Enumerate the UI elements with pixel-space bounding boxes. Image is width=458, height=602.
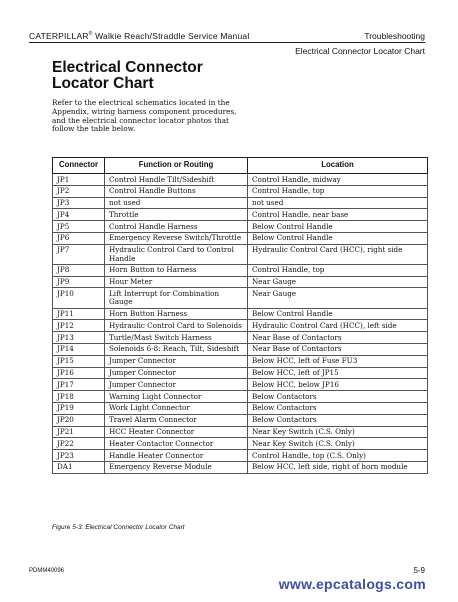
- table-row: [53, 288, 428, 308]
- cell-location: Near Base of Contactors: [248, 343, 428, 355]
- cell-location: Control Handle, top (C.S. Only): [248, 450, 428, 462]
- cell-connector: JP10: [53, 288, 105, 308]
- cell-location: Below Control Handle: [248, 221, 428, 233]
- cell-location: Hydraulic Control Card (HCC), right side: [248, 244, 428, 264]
- cell-connector: JP18: [53, 391, 105, 403]
- cell-connector: JP13: [53, 332, 105, 344]
- cell-connector: JP3: [53, 197, 105, 209]
- table-row: [53, 426, 428, 438]
- table-row: [53, 402, 428, 414]
- cell-location: Below HCC, left of Fuse FU3: [248, 355, 428, 367]
- cell-function: not used: [105, 197, 248, 209]
- table-row: [53, 264, 428, 276]
- cell-function: Horn Button to Harness: [105, 264, 248, 276]
- table-body: [53, 174, 428, 474]
- table-row: [53, 221, 428, 233]
- cell-function: Lift Interrupt for Combination Gauge: [105, 288, 248, 308]
- table-row: [53, 276, 428, 288]
- table-row: [53, 438, 428, 450]
- table-row: [53, 244, 428, 264]
- cell-function: Jumper Connector: [105, 355, 248, 367]
- table-row: [53, 320, 428, 332]
- cell-connector: JP16: [53, 367, 105, 379]
- cell-function: Hydraulic Control Card to Control Handle: [105, 244, 248, 264]
- manual-header: [29, 31, 249, 41]
- cell-function: Turtle/Mast Switch Harness: [105, 332, 248, 344]
- cell-location: Below Control Handle: [248, 232, 428, 244]
- cell-location: Below Control Handle: [248, 308, 428, 320]
- table-row: [53, 174, 428, 186]
- cell-function: Handle Heater Connector: [105, 450, 248, 462]
- cell-location: Near Key Switch (C.S. Only): [248, 438, 428, 450]
- cell-function: Warning Light Connector: [105, 391, 248, 403]
- figure-caption: Figure 5-3: Electrical Connector Locator Chart: [52, 524, 185, 531]
- cell-location: Near Gauge: [248, 288, 428, 308]
- page-title: Electrical Connector Locator Chart: [52, 59, 203, 92]
- connector-table: [52, 157, 428, 474]
- cell-function: HCC Heater Connector: [105, 426, 248, 438]
- cell-connector: JP7: [53, 244, 105, 264]
- document-code: PDMM40096: [29, 568, 65, 574]
- table-header-row: [53, 158, 428, 174]
- column-header-connector: Connector: [53, 158, 105, 174]
- table-row: [53, 308, 428, 320]
- cell-function: Hour Meter: [105, 276, 248, 288]
- table-row: [53, 332, 428, 344]
- cell-connector: JP17: [53, 379, 105, 391]
- cell-location: Near Key Switch (C.S. Only): [248, 426, 428, 438]
- cell-function: Control Handle Buttons: [105, 185, 248, 197]
- cell-function: Emergency Reverse Module: [105, 461, 248, 473]
- cell-connector: JP15: [53, 355, 105, 367]
- table-row: [53, 367, 428, 379]
- cell-connector: JP8: [53, 264, 105, 276]
- cell-function: Heater Contactor Connector: [105, 438, 248, 450]
- page-number: 5-9: [413, 566, 425, 575]
- brand-name: CATERPILLAR: [29, 31, 89, 41]
- cell-location: Control Handle, top: [248, 185, 428, 197]
- cell-location: Control Handle, near base: [248, 209, 428, 221]
- cell-connector: JP5: [53, 221, 105, 233]
- table-row: [53, 197, 428, 209]
- cell-connector: JP19: [53, 402, 105, 414]
- intro-paragraph: Refer to the electrical schematics located in the Appendix, wiring harness component procedures, and the electrical connector locator photos that follow the table below.: [52, 98, 237, 134]
- cell-location: Near Gauge: [248, 276, 428, 288]
- cell-connector: JP9: [53, 276, 105, 288]
- cell-connector: JP20: [53, 414, 105, 426]
- cell-connector: JP21: [53, 426, 105, 438]
- cell-function: Solenoids 6-8: Reach, Tilt, Sideshift: [105, 343, 248, 355]
- cell-location: Below HCC, left of JP15: [248, 367, 428, 379]
- cell-connector: JP6: [53, 232, 105, 244]
- cell-function: Hydraulic Control Card to Solenoids: [105, 320, 248, 332]
- cell-location: Below Contactors: [248, 402, 428, 414]
- cell-location: Near Base of Contactors: [248, 332, 428, 344]
- table-row: [53, 379, 428, 391]
- cell-function: Throttle: [105, 209, 248, 221]
- cell-connector: DA1: [53, 461, 105, 473]
- cell-location: Below Contactors: [248, 414, 428, 426]
- subsection-name: Electrical Connector Locator Chart: [295, 46, 425, 56]
- cell-location: Control Handle, top: [248, 264, 428, 276]
- cell-function: Work Light Connector: [105, 402, 248, 414]
- table-row: [53, 461, 428, 473]
- column-header-location: Location: [248, 158, 428, 174]
- cell-function: Horn Button Harness: [105, 308, 248, 320]
- cell-location: Below HCC, left side, right of horn module: [248, 461, 428, 473]
- cell-connector: JP23: [53, 450, 105, 462]
- watermark: www.epcatalogs.com: [278, 576, 426, 592]
- cell-connector: JP14: [53, 343, 105, 355]
- table-row: [53, 343, 428, 355]
- cell-location: Hydraulic Control Card (HCC), left side: [248, 320, 428, 332]
- table-row: [53, 450, 428, 462]
- cell-function: Emergency Reverse Switch/Throttle: [105, 232, 248, 244]
- table-row: [53, 232, 428, 244]
- table-row: [53, 209, 428, 221]
- table-row: [53, 185, 428, 197]
- cell-location: Below Contactors: [248, 391, 428, 403]
- cell-location: Below HCC, below JP16: [248, 379, 428, 391]
- cell-connector: JP2: [53, 185, 105, 197]
- manual-title: Walkie Reach/Straddle Service Manual: [95, 31, 250, 41]
- table-row: [53, 391, 428, 403]
- table-row: [53, 355, 428, 367]
- registered-mark: ®: [88, 31, 93, 38]
- cell-function: Control Handle Tilt/Sideshift: [105, 174, 248, 186]
- section-name: Troubleshooting: [364, 31, 425, 41]
- cell-function: Jumper Connector: [105, 379, 248, 391]
- cell-location: not used: [248, 197, 428, 209]
- column-header-function: Function or Routing: [105, 158, 248, 174]
- cell-connector: JP12: [53, 320, 105, 332]
- cell-connector: JP1: [53, 174, 105, 186]
- cell-function: Control Handle Harness: [105, 221, 248, 233]
- cell-connector: JP11: [53, 308, 105, 320]
- cell-function: Jumper Connector: [105, 367, 248, 379]
- cell-connector: JP4: [53, 209, 105, 221]
- table-row: [53, 414, 428, 426]
- cell-location: Control Handle, midway: [248, 174, 428, 186]
- cell-function: Travel Alarm Connector: [105, 414, 248, 426]
- header-divider: [29, 42, 425, 43]
- cell-connector: JP22: [53, 438, 105, 450]
